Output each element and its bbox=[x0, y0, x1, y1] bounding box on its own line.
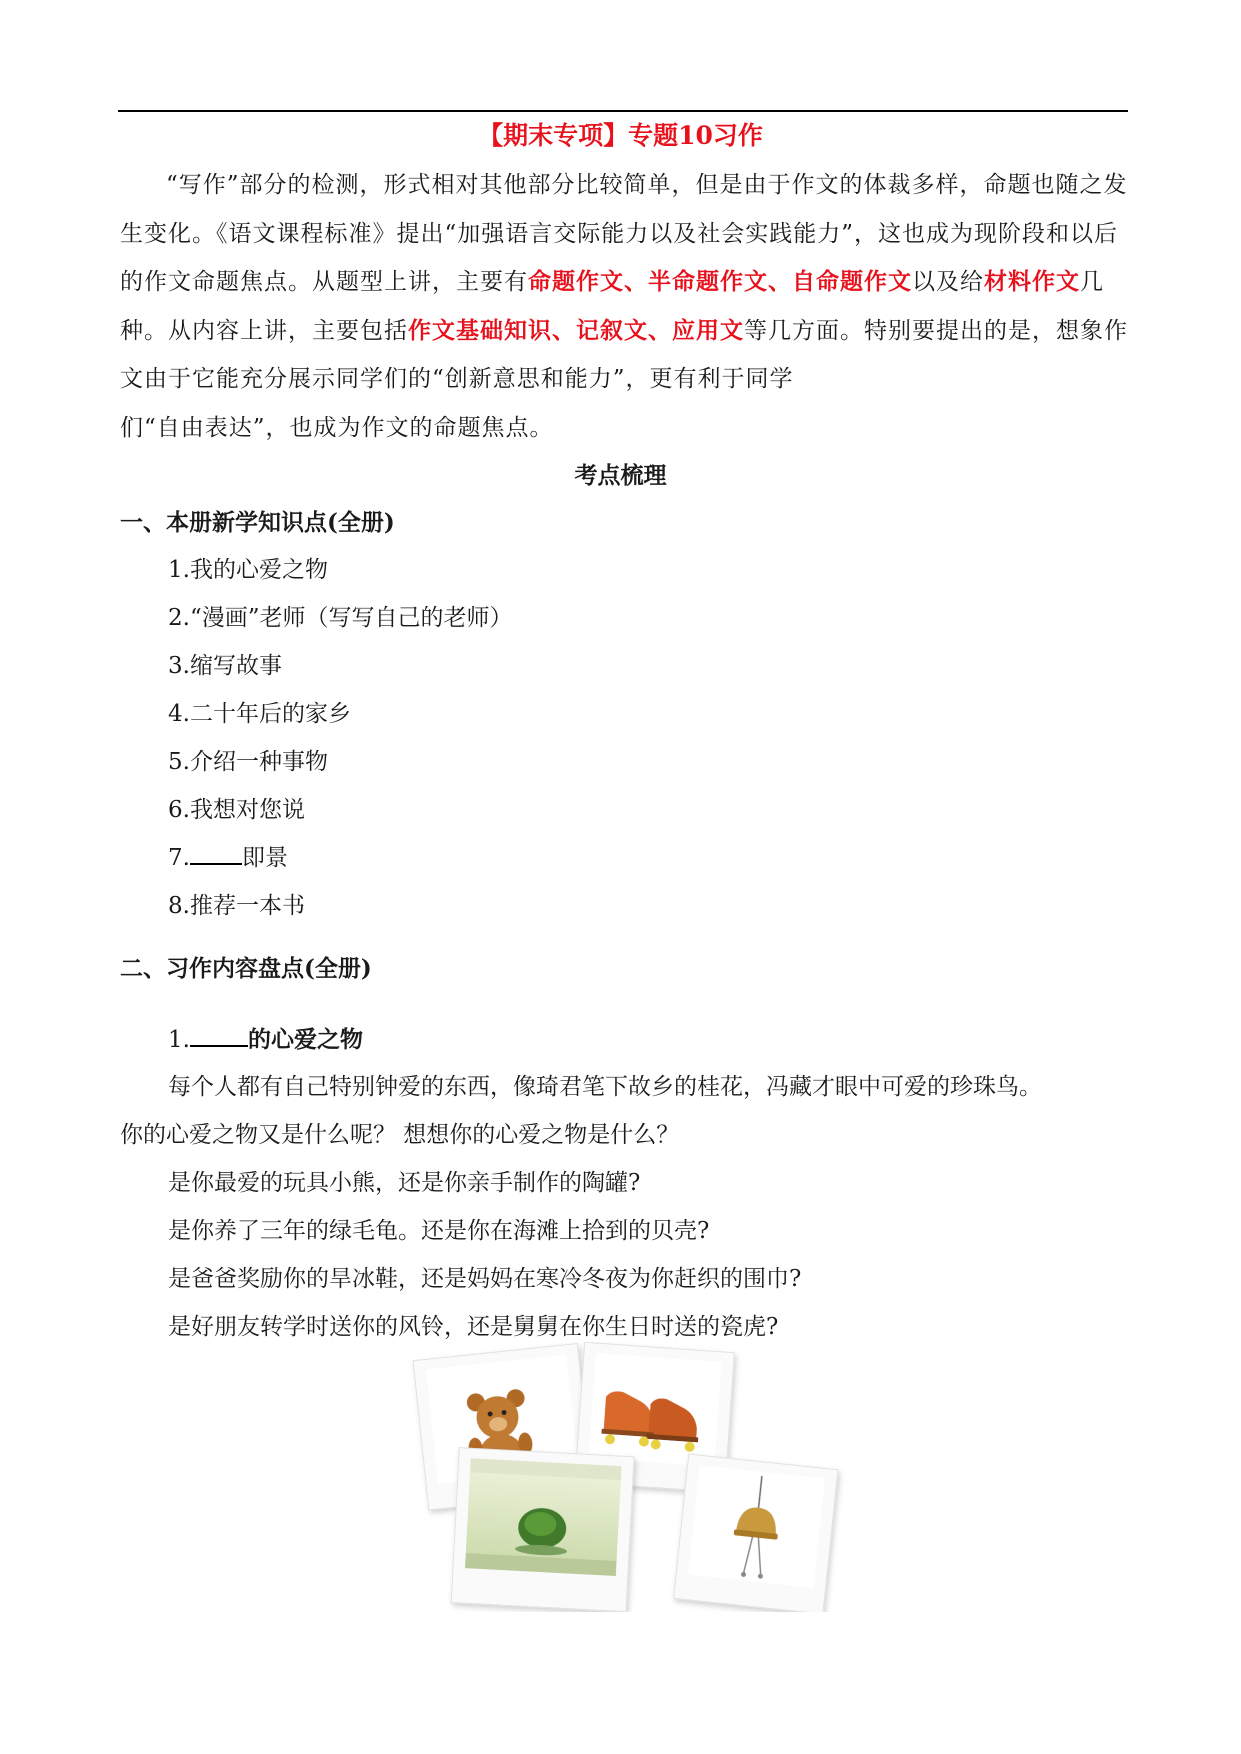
intro-text: “写作”部分的检测，形式相对其他部分比较简单，但是由于作文的体裁多样，命题也随之发生变化。《语文课程标准》提出“加强语言交际能力以及社会实践能力”，这也成为现阶段和以后的作文命题焦点。从题型上讲，主要有 bbox=[120, 172, 1128, 295]
section-center-heading: 考点梳理 bbox=[574, 462, 667, 489]
photo-wind-chime bbox=[674, 1454, 838, 1612]
body-line: 是你最爱的玩具小熊，还是你亲手制作的陶罐? bbox=[168, 1170, 641, 1196]
body-line: 是爸爸奖励你的旱冰鞋，还是妈妈在寒冷冬夜为你赶织的围巾? bbox=[168, 1266, 802, 1292]
list-item: 3.缩写故事 bbox=[168, 653, 282, 679]
intro-text: 几种。从内容上讲，主要包括 bbox=[120, 269, 1104, 344]
body-line: 是你养了三年的绿毛龟。还是你在海滩上拾到的贝壳? bbox=[168, 1218, 710, 1244]
highlight-term: 作文基础知识 bbox=[408, 316, 552, 344]
list-item: 1.我的心爱之物 bbox=[168, 557, 328, 583]
body-paragraph bbox=[120, 1063, 1130, 1351]
list-item: 8.推荐一本书 bbox=[168, 893, 305, 919]
knowledge-list bbox=[168, 552, 512, 936]
fill-blank bbox=[190, 1023, 248, 1047]
list-item: 2.“漫画”老师（写写自己的老师） bbox=[168, 605, 513, 631]
subsection-number: 1. bbox=[168, 1027, 190, 1053]
intro-text: 等几方面。特别要提出的是，想象作文由于它能充分展示同学们的“创新意思和能力”，更有利于同学 bbox=[120, 317, 1128, 392]
highlight-term: 应用文 bbox=[672, 316, 744, 344]
fill-blank bbox=[190, 841, 242, 865]
section1-heading: 一、本册新学知识点(全册) bbox=[120, 509, 395, 536]
body-line: 是好朋友转学时送你的风铃，还是舅舅在你生日时送的瓷虎? bbox=[168, 1314, 779, 1340]
separator: 、 bbox=[552, 316, 576, 344]
highlight-term: 半命题作文 bbox=[648, 268, 768, 295]
subsection-heading bbox=[168, 1022, 363, 1058]
separator: 、 bbox=[768, 268, 792, 295]
body-line: 每个人都有自己特别钟爱的东西，像琦君笔下故乡的桂花，冯藏才眼中可爱的珍珠鸟。 bbox=[168, 1074, 1042, 1100]
body-line: 你的心爱之物又是什么呢？ 想想你的心爱之物是什么？ bbox=[120, 1122, 680, 1148]
photo-green-turtle bbox=[451, 1448, 634, 1612]
header-rule bbox=[118, 110, 1128, 112]
subsection-title: 的心爱之物 bbox=[247, 1026, 363, 1053]
section2-heading: 二、习作内容盘点(全册) bbox=[120, 955, 372, 982]
favorite-objects-illustration bbox=[400, 1342, 900, 1612]
separator: 、 bbox=[624, 268, 648, 295]
list-item: 5.介绍一种事物 bbox=[168, 749, 328, 775]
separator: 、 bbox=[648, 316, 672, 344]
intro-paragraph bbox=[120, 161, 1130, 452]
list-item bbox=[168, 840, 512, 888]
list-item-suffix: 即景 bbox=[241, 845, 288, 871]
highlight-term: 自命题作文 bbox=[792, 268, 912, 295]
page-title: 【期末专项】专题10习作 bbox=[478, 121, 763, 150]
highlight-term: 记叙文 bbox=[576, 316, 648, 344]
intro-text: 以及给 bbox=[912, 269, 984, 295]
list-item: 6.我想对您说 bbox=[168, 797, 305, 823]
highlight-term: 材料作文 bbox=[984, 268, 1080, 295]
list-item-number: 7. bbox=[168, 845, 190, 871]
intro-text-last: 们“自由表达”，也成为作文的命题焦点。 bbox=[120, 414, 554, 441]
highlight-term: 命题作文 bbox=[528, 268, 624, 295]
list-item: 4.二十年后的家乡 bbox=[168, 701, 351, 727]
